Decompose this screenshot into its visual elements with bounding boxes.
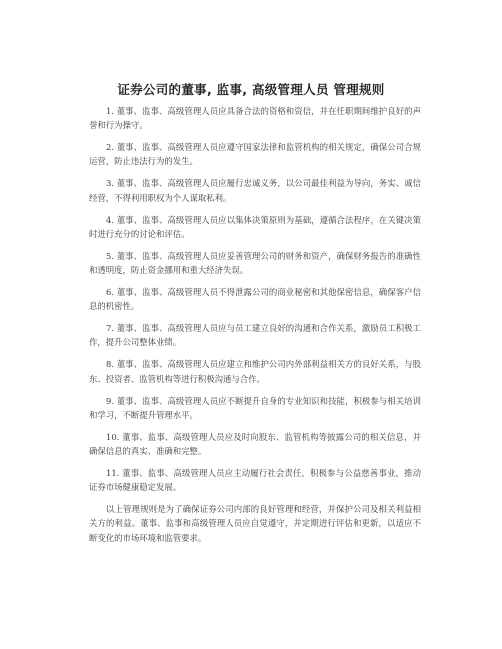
rule-paragraph-6: 6. 董事、监事、高级管理人员不得泄露公司的商业秘密和其他保密信息，确保客户信息的机密性。 bbox=[89, 286, 421, 312]
rule-paragraph-9: 9. 董事、监事、高级管理人员应不断提升自身的专业知识和技能，积极参与相关培训和学习，不断提升管理水平。 bbox=[89, 395, 421, 420]
rule-paragraph-11: 11. 董事、监事、高级管理人员应主动履行社会责任，积极参与公益慈善事业，推动证券市场健康稳定发展。 bbox=[89, 467, 421, 493]
rule-paragraph-8: 8. 董事、监事、高级管理人员应建立和维护公司内外部利益相关方的良好关系，与股东、投资者、监管机构等进行积极沟通与合作。 bbox=[89, 359, 421, 384]
document-title: 证券公司的董事, 监事, 高级管理人员 管理规则 bbox=[117, 82, 385, 97]
rule-paragraph-2: 2. 董事、监事、高级管理人员应遵守国家法律和监管机构的相关规定，确保公司合规运营，防止违法行为的发生。 bbox=[89, 142, 421, 167]
rule-paragraph-10: 10. 董事、监事、高级管理人员应及时向股东、监管机构等披露公司的相关信息，并确保信息的真实、准确和完整。 bbox=[89, 431, 421, 456]
rule-paragraph-3: 3. 董事、监事、高级管理人员应履行忠诚义务，以公司最佳利益为导向，务实、诚信经营，不得利用职权为个人谋取私利。 bbox=[89, 178, 421, 203]
rule-paragraph-7: 7. 董事、监事、高级管理人员应与员工建立良好的沟通和合作关系，激励员工积极工作，提升公司整体业绩。 bbox=[89, 323, 421, 348]
rule-paragraph-5: 5. 董事、监事、高级管理人员应妥善管理公司的财务和资产，确保财务报告的准确性和透明度，防止资金挪用和重大经济失误。 bbox=[89, 250, 421, 276]
summary-paragraph: 以上管理规则是为了确保证券公司内部的良好管理和经营，并保护公司及相关利益相关方的利益。董事、监事和高级管理人员应自觉遵守，并定期进行评估和更新，以适应不断变化的市场环境和监管要求。 bbox=[89, 504, 421, 543]
rule-paragraph-4: 4. 董事、监事、高级管理人员应以集体决策原则为基础，遵循合法程序，在关键决策时进行充分的讨论和评估。 bbox=[89, 214, 421, 239]
document-body bbox=[89, 104, 421, 553]
rule-paragraph-1: 1. 董事、监事、高级管理人员应具备合法的资格和资信，并在任职期间维护良好的声誉和行为操守。 bbox=[89, 106, 421, 131]
